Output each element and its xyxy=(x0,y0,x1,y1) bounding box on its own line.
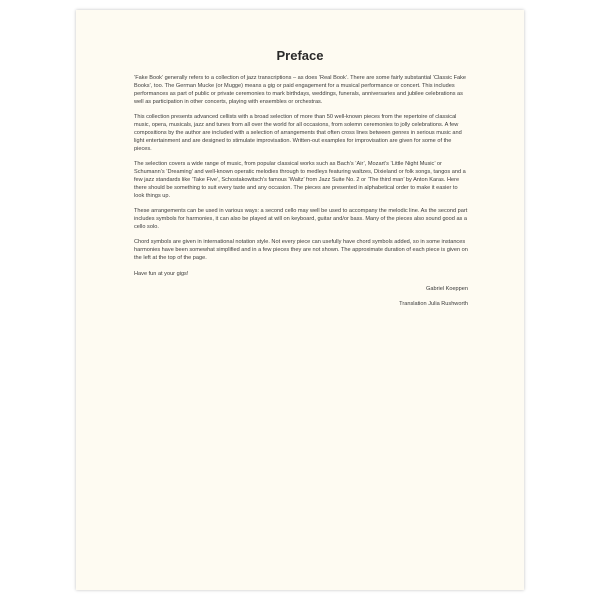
document-page xyxy=(76,10,524,590)
preface-body xyxy=(134,75,468,317)
paragraph-closing: Have fun at your gigs! xyxy=(134,270,189,277)
paragraph-fake-book: ‘Fake Book’ generally refers to a collection of jazz transcriptions – as does ‘Real Book’. There are some fairly substantial ‘Classic Fake Books’, too. The German Mucke (or Mugge) means a gig or paid engagement for a musical performance or concert. This includes performances as part of public or private ceremonies to mark birthdays, weddings, funerals, anniversaries and jubilee celebrations as well as participation in other concerts, playing with ensembles or orchestras. xyxy=(134,75,467,105)
paragraph-selection: The selection covers a wide range of music, from popular classical works such as Bach’s ‘Air’, Mozart’s ‘Little Night Music’ or Schumann’s ‘Dreaming’ and well-known operatic melodies through to medleys featuring waltzes, Dixieland or folk songs, tangos and a few jazz standards like ‘Take Five’, Schostakowitsch’s famous ‘Waltz’ from Jazz Suite No. 2 or ‘The third man’ by Anton Karas. Here there should be something to suit every taste and any occasion. The pieces are presented in alphabetical order to make it easier to look things up. xyxy=(134,161,466,199)
paragraph-chord-symbols: Chord symbols are given in international notation style. Not every piece can usefully have chord symbols added, so in some instances harmonies have been somewhat simplified and in a few pieces they are not shown. The approximate duration of each piece is given on the left at the top of the page. xyxy=(134,239,468,262)
paragraph-collection: This collection presents advanced cellists with a broad selection of more than 50 well-known pieces from the repertoire of classical music, opera, musicals, jazz and tunes from all over the world for all occasions, from solemn ceremonies to jolly celebrations. A few compositions by the author are included with a selection of arrangements that often cross lines between genres in serious music and light entertainment and are designed to stimulate improvisation. Written-out examples for improvisation are given for some of the pieces. xyxy=(134,114,462,152)
paragraph-arrangements: These arrangements can be used in various ways: a second cello may well be used to accompany the melodic line. As the second part includes symbols for harmonies, it can also be played at will on keyboard, guitar and/or bass. Many of the pieces also sound good as a cello solo. xyxy=(134,208,468,230)
signature-translation: Translation Julia Rushworth xyxy=(399,301,468,308)
page-title: Preface xyxy=(276,48,324,63)
signature-author: Gabriel Koeppen xyxy=(426,286,468,293)
